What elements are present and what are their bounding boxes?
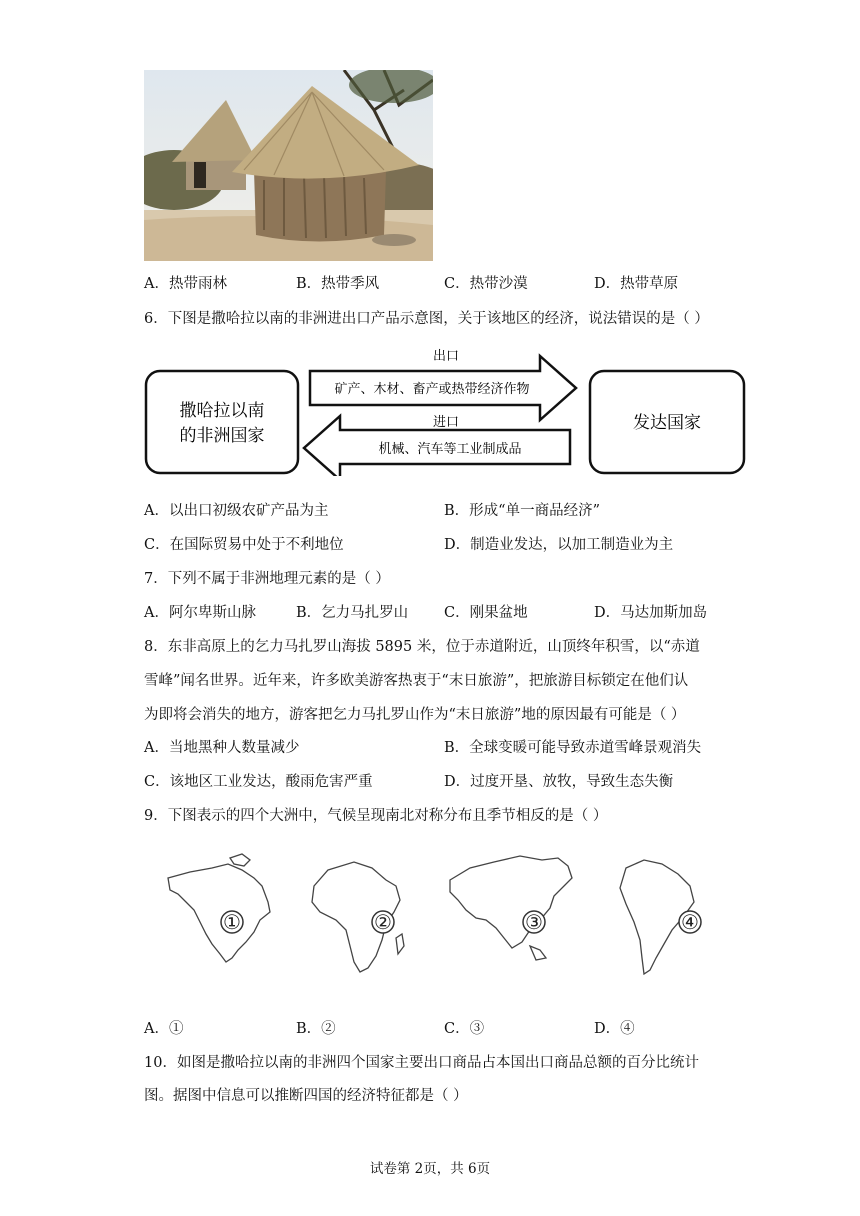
q7-option-b: B．乞力马扎罗山 — [296, 605, 409, 621]
map-label-1: ① — [223, 910, 241, 934]
continent-maps — [150, 850, 730, 980]
north-america-outline — [168, 864, 270, 962]
q6-option-c: C．在国际贸易中处于不利地位 — [144, 537, 344, 553]
q7-stem: 7．下列不属于非洲地理元素的是（ ） — [144, 571, 390, 587]
q5-option-d: D．热带草原 — [594, 276, 679, 292]
q7-option-d: D．马达加斯加岛 — [594, 605, 708, 621]
q9-option-b: B．② — [296, 1021, 336, 1037]
page-footer: 试卷第 2页，共 6页 — [369, 1161, 491, 1177]
q8-stem-line-2: 雪峰”闻名世界。近年来，许多欧美游客热衷于“末日旅游”，把旅游目标锁定在他们认 — [144, 673, 689, 689]
q5-option-c: C．热带沙漠 — [444, 276, 528, 292]
q9-option-c: C．③ — [444, 1021, 485, 1037]
q8-option-c: C．该地区工业发达，酸雨危害严重 — [144, 774, 373, 790]
greenland-outline — [230, 854, 250, 866]
map-label-2: ② — [374, 910, 392, 934]
trade-flow-diagram — [144, 346, 746, 476]
q8-option-d: D．过度开垦、放牧，导致生态失衡 — [444, 774, 674, 790]
left-box — [146, 371, 298, 473]
q10-stem-line-2: 图。据图中信息可以推断四国的经济特征都是（ ） — [144, 1088, 468, 1104]
q8-option-a: A．当地黑种人数量减少 — [144, 740, 300, 756]
q6-option-b: B．形成“单一商品经济” — [444, 503, 600, 519]
q5-option-b: B．热带季风 — [296, 276, 380, 292]
map-label-3: ③ — [525, 910, 543, 934]
left-box-line2: 的非洲国家 — [179, 426, 265, 446]
q6-stem: 6．下图是撒哈拉以南的非洲进出口产品示意图，关于该地区的经济，说法错误的是（ ） — [144, 311, 709, 327]
q6-option-a: A．以出口初级农矿产品为主 — [144, 503, 329, 519]
q8-stem-line-3: 为即将会消失的地方，游客把乞力马扎罗山作为“末日旅游”地的原因最有可能是（ ） — [144, 707, 686, 723]
export-goods: 矿产、木材、畜产或热带经济作物 — [334, 382, 530, 397]
q8-stem-line-1: 8．东非高原上的乞力马扎罗山海拔 5895 米，位于赤道附近，山顶终年积雪，以“赤道 — [144, 639, 700, 655]
export-label: 出口 — [432, 349, 460, 364]
q9-stem: 9．下图表示的四个大洲中，气候呈现南北对称分布且季节相反的是（ ） — [144, 808, 608, 824]
q9-option-d: D．④ — [594, 1021, 635, 1037]
q9-option-a: A．① — [144, 1021, 184, 1037]
map-label-4: ④ — [681, 910, 699, 934]
right-box-label: 发达国家 — [633, 413, 701, 433]
import-goods: 机械、汽车等工业制成品 — [378, 442, 522, 457]
asia-outline — [450, 856, 572, 948]
madagascar-outline — [396, 934, 404, 954]
q10-stem-line-1: 10．如图是撒哈拉以南的非洲四个国家主要出口商品占本国出口商品总额的百分比统计 — [144, 1055, 699, 1071]
q6-option-d: D．制造业发达，以加工制造业为主 — [444, 537, 674, 553]
left-box-line1: 撒哈拉以南 — [179, 401, 265, 421]
q8-option-b: B．全球变暖可能导致赤道雪峰景观消失 — [444, 740, 702, 756]
q5-option-a: A．热带雨林 — [144, 276, 227, 292]
thatched-hut-photo — [144, 70, 433, 261]
asia-islands-outline — [530, 946, 546, 960]
q7-option-c: C．刚果盆地 — [444, 605, 528, 621]
import-label: 进口 — [432, 415, 460, 430]
q7-option-a: A．阿尔卑斯山脉 — [144, 605, 256, 621]
